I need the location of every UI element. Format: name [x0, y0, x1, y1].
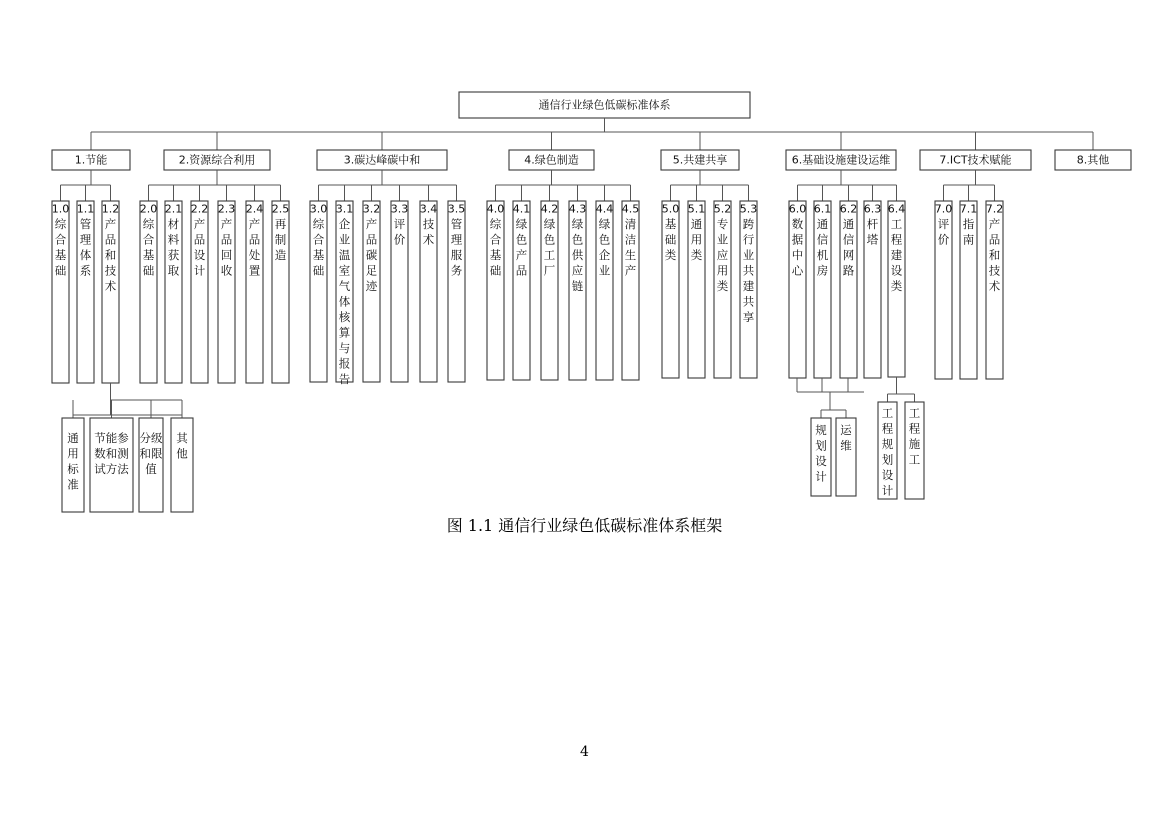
category-label: 5.共建共享: [672, 153, 728, 167]
sub-item-text: 节能参数和测试方法: [94, 431, 129, 476]
standard-item-code: 2.5: [271, 202, 290, 216]
standard-item-code: 4.4: [595, 202, 614, 216]
page-number: 4: [580, 744, 589, 760]
standard-item-code: 3.0: [309, 202, 328, 216]
standard-item-code: 2.1: [164, 202, 183, 216]
standard-item-text: 产品设计: [193, 217, 206, 278]
standard-item-text: 绿色工厂: [543, 217, 556, 278]
standard-item-text: 基础类: [664, 217, 677, 262]
standard-item-code: 1.0: [51, 202, 70, 216]
standard-item-code: 6.0: [788, 202, 807, 216]
standard-item-code: 5.0: [661, 202, 680, 216]
standard-item-text: 杆塔: [866, 217, 879, 247]
standard-item-code: 6.2: [839, 202, 858, 216]
standard-item-text: 跨行业共建共享: [742, 217, 755, 324]
standard-item-text: 综合基础: [54, 217, 67, 278]
category-label: 6.基础设施建设运维: [791, 153, 891, 167]
standard-item-code: 2.0: [139, 202, 158, 216]
standard-item-code: 6.3: [863, 202, 882, 216]
root-label: 通信行业绿色低碳标准体系: [538, 98, 671, 112]
standard-item-code: 4.3: [568, 202, 587, 216]
standard-item-code: 5.1: [687, 202, 706, 216]
sub-item-text: 工程规划设计: [881, 406, 894, 498]
standard-item-code: 5.3: [739, 202, 758, 216]
sub-item-text: 分级和限值: [139, 431, 163, 476]
standard-item-code: 3.2: [362, 202, 381, 216]
standard-item-text: 工程建设类: [890, 217, 903, 293]
standard-item-text: 绿色产品: [515, 217, 528, 278]
standard-item-text: 通信机房: [816, 217, 829, 278]
standard-item-code: 3.5: [447, 202, 466, 216]
standard-item-code: 2.4: [245, 202, 264, 216]
category-label: 4.绿色制造: [524, 153, 579, 167]
standard-item-text: 产品处置: [248, 217, 261, 278]
standard-item-text: 再制造: [274, 217, 287, 262]
standard-item-text: 通信网路: [842, 217, 855, 278]
standard-item-text: 材料获取: [167, 217, 180, 278]
standard-item-text: 管理服务: [450, 217, 463, 278]
standard-item-code: 1.1: [76, 202, 95, 216]
standard-item-text: 绿色供应链: [571, 217, 584, 293]
category-label: 8.其他: [1076, 153, 1110, 167]
standard-item-text: 评价: [937, 217, 950, 247]
standard-item-text: 产品回收: [220, 217, 233, 278]
figure-caption: 图 1.1 通信行业绿色低碳标准体系框架: [446, 516, 723, 535]
standard-item-code: 4.2: [540, 202, 559, 216]
standard-item-text: 企业温室气体核算与报告: [338, 217, 351, 386]
sub-item-text: 通用标准: [67, 431, 79, 492]
standard-item-text: 综合基础: [142, 217, 155, 278]
standard-item-text: 指南: [962, 217, 975, 247]
standard-item-code: 4.0: [486, 202, 505, 216]
standard-item-code: 3.1: [335, 202, 354, 216]
standard-item-code: 2.3: [217, 202, 236, 216]
standard-item-code: 4.1: [512, 202, 531, 216]
category-label: 3.碳达峰碳中和: [343, 153, 421, 167]
standard-item-text: 专业应用类: [716, 217, 729, 293]
sub-item-text: 运维: [840, 423, 852, 453]
standard-item-code: 2.2: [190, 202, 209, 216]
category-label: 2.资源综合利用: [178, 153, 256, 167]
standard-item-code: 5.2: [713, 202, 732, 216]
standard-item-text: 绿色企业: [598, 217, 611, 278]
standard-item-text: 评价: [393, 217, 406, 247]
standard-item-text: 清洁生产: [624, 217, 637, 278]
standard-item-text: 产品和技术: [988, 217, 1001, 293]
standard-item-code: 6.4: [887, 202, 906, 216]
sub-item-text: 其他: [176, 431, 188, 461]
sub-item-text: 工程施工: [908, 406, 921, 467]
sub-item-text: 规划设计: [815, 423, 827, 484]
standard-item-code: 7.0: [934, 202, 953, 216]
standard-item-code: 3.4: [419, 202, 438, 216]
standard-item-code: 1.2: [101, 202, 120, 216]
standard-item-text: 管理体系: [79, 217, 92, 278]
standard-item-text: 产品和技术: [104, 217, 117, 293]
standard-item-text: 综合基础: [489, 217, 502, 278]
standard-item-code: 7.1: [959, 202, 978, 216]
standard-item-code: 6.1: [813, 202, 832, 216]
standard-item-code: 7.2: [985, 202, 1004, 216]
standard-item-text: 产品碳足迹: [365, 217, 378, 293]
category-label: 1.节能: [74, 153, 108, 167]
standard-item-text: 技术: [422, 217, 435, 247]
standard-item-text: 数据中心: [791, 217, 804, 278]
standard-item-text: 综合基础: [312, 217, 325, 278]
category-label: 7.ICT技术赋能: [939, 153, 1012, 167]
standard-item-code: 4.5: [621, 202, 640, 216]
standard-item-text: 通用类: [690, 217, 703, 262]
standard-item-code: 3.3: [390, 202, 409, 216]
